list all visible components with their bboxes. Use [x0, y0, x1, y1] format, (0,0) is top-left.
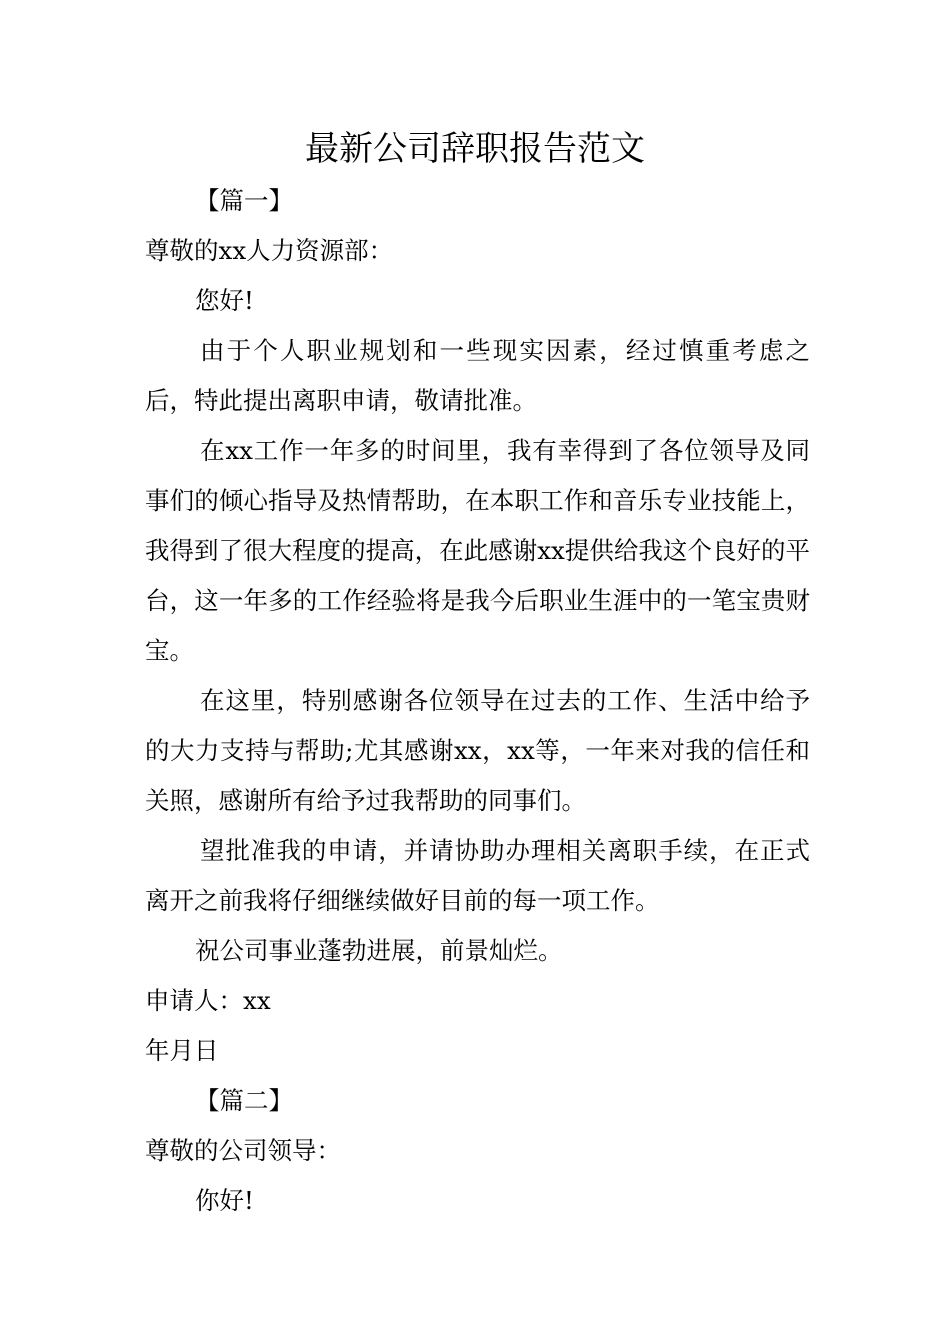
greeting-2: 你好!: [195, 1186, 254, 1215]
salutation-2: 尊敬的公司领导：: [145, 1136, 341, 1165]
paragraph-1: 由于个人职业规划和一些现实因素，经过慎重考虑之后，特此提出离职申请，敬请批准。: [145, 336, 810, 415]
signature-1: 申请人：xx: [145, 986, 271, 1015]
section-heading-1: 【篇一】: [195, 186, 293, 215]
salutation-1: 尊敬的xx人力资源部：: [145, 236, 394, 265]
document-body: [145, 176, 810, 1226]
section-heading-2: 【篇二】: [195, 1086, 293, 1115]
document-title: 最新公司辞职报告范文: [305, 129, 645, 169]
paragraph-4: 望批准我的申请，并请协助办理相关离职手续，在正式离开之前我将仔细继续做好目前的每一项工作。: [145, 836, 810, 915]
closing-1: 祝公司事业蓬勃进展，前景灿烂。: [195, 936, 563, 965]
paragraph-2: 在xx工作一年多的时间里，我有幸得到了各位领导及同事们的倾心指导及热情帮助，在本职工作和音乐专业技能上，我得到了很大程度的提高，在此感谢xx提供给我这个良好的平台，这一年多的工作经验将是我今后职业生涯中的一笔宝贵财宝。: [145, 436, 810, 665]
paragraph-3: 在这里，特别感谢各位领导在过去的工作、生活中给予的大力支持与帮助;尤其感谢xx，xx等，一年来对我的信任和关照，感谢所有给予过我帮助的同事们。: [145, 686, 810, 815]
greeting-1: 您好!: [195, 286, 254, 315]
date-1: 年月日: [145, 1036, 219, 1065]
